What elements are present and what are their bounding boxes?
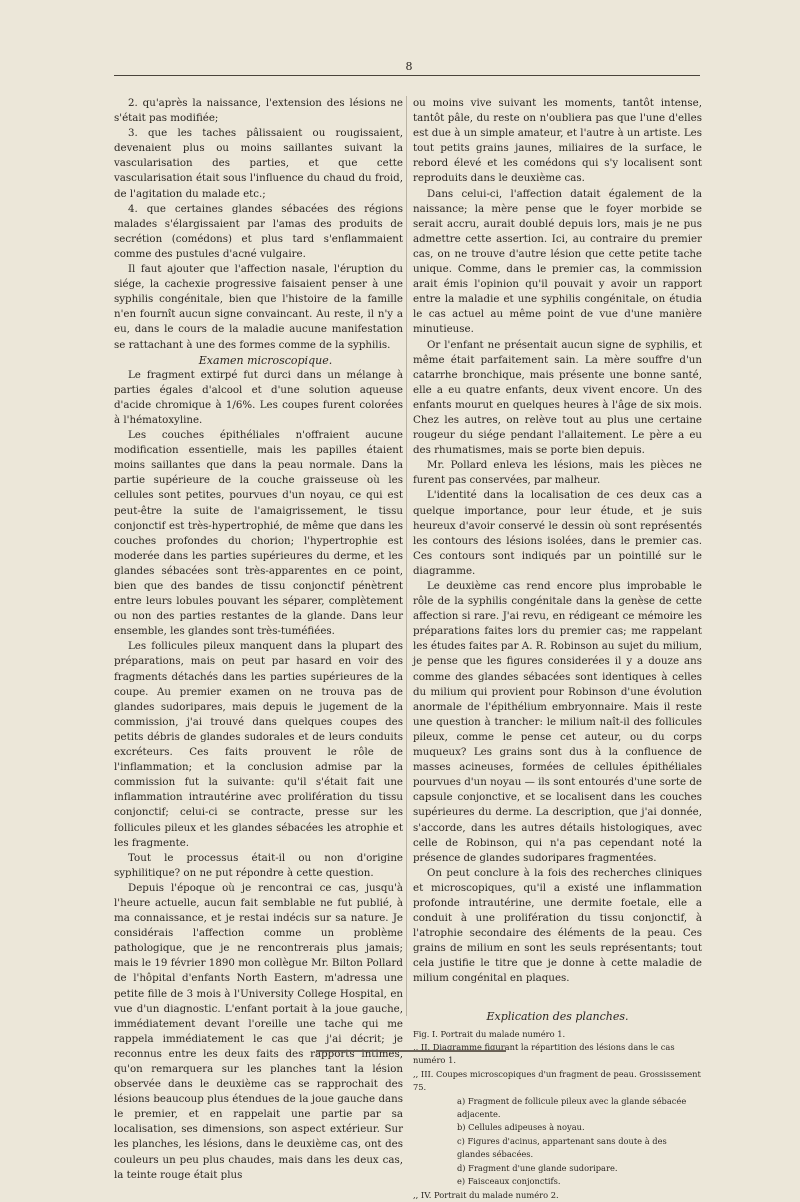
right-column xyxy=(413,96,702,1202)
plates-heading: Explication des planches. xyxy=(486,1009,629,1023)
paragraph: Le deuxième cas rend encore plus improbable le rôle de la syphilis congénitale dans la genèse de cette affection si rare. J'ai revu, en rédigeant ce mémoire les préparations faites lors du premier cas; me rappelant les études faites par A. R. Robinson au sujet du milium, je pense que les figures considerées il y a douze ans comme des glandes sébacées sont identiques à celles du milium qui provient pour Robinson d'une évolution anormale de l'épithélium embryonnaire. Mais il reste une question à trancher: le milium naît-il des follicules pileux, comme le pense cet auteur, ou du corps muqueux? Les grains sont dus à la confluence de masses acineuses, formées de cellules épithéliales pourvues d'un noyau — ils sont entourés d'une sorte de capsule conjonctive, et se localisent dans les couches supérieures du derme. La description, que j'ai donnée, s'accorde, dans les autres détails histologiques, avec celle de Robinson, qui n'a pas cependant noté la présence de glandes sudoripares fragmentées. xyxy=(413,580,702,864)
section-heading: Examen microscopique. xyxy=(198,353,333,367)
plate-caption: c) Figures d'acinus, appartenant sans doute à des glandes sébacées. xyxy=(457,1135,667,1160)
plate-caption: Fig. I. Portrait du malade numéro 1. xyxy=(413,1028,566,1039)
plate-caption: ,, II. Diagramme figurant la répartition des lésions dans le cas numéro 1. xyxy=(413,1042,675,1066)
paragraph: Les couches épithéliales n'offraient aucune modification essentielle, mais les papilles étaient moins saillantes que dans la peau normale. Dans la partie supérieure de la couche graisseuse où les cellules sont petites, pourvues d'un noyau, ce qui est peut-être la suite de l'amaigrissement, le tissu conjonctif est très-hypertrophié, de même que dans les couches profondes du chorion; l'hypertrophie est moderée dans les parties supérieures du derme, et les glandes sébacées sont très-apparentes en ce point, bien que des bandes de tissu conjonctif pénètrent entre leurs lobules pouvant les séparer, complètement ou non des parties restantes de la glande. Dans leur ensemble, les glandes sont très-tuméfiées. xyxy=(114,429,403,638)
paragraph: On peut conclure à la fois des recherches cliniques et microscopiques, qu'il a existé une inflammation profonde intrautérine, une dermite foetale, elle a conduit à une prolifération du tissu conjonctif, à l'atrophie secondaire des éléments de la peau. Ces grains de milium en sont les seuls représentants; tout cela justifie le titre que je donne à cette maladie de milium congénital en plaques. xyxy=(413,866,702,985)
bottom-rule xyxy=(316,1050,506,1052)
column-divider xyxy=(406,96,407,1016)
plate-caption: e) Faisceaux conjonctifs. xyxy=(457,1176,561,1187)
paragraph: 4. que certaines glandes sébacées des régions malades s'élargissaient par l'amas des produits de secrétion (comédons) et plus tard s'enflammaient comme des pustules d'acné vulgaire. xyxy=(114,202,403,260)
paragraph: Dans celui-ci, l'affection datait également de la naissance; la mère pense que le foyer morbide se serait accru, aurait doublé depuis lors, mais je ne pus admettre cette assertion. Ici, au contraire du premier cas, on ne trouve d'autre lésion que cette petite tache unique. Comme, dans le premier cas, la commission arait émis l'opinion qu'il pouvait y avoir un rapport entre la maladie et une syphilis congénitale, on étudia le cas actuel au même point de vue d'une manière minutieuse. xyxy=(413,187,702,336)
paragraph: Tout le processus était-il ou non d'origine syphilitique? on ne put répondre à cette question. xyxy=(114,851,403,879)
paragraph: ou moins vive suivant les moments, tantôt intense, tantôt pâle, du reste on n'oubliera pas que l'une d'elles est due à un simple amateur, et l'autre à un artiste. Les tout petits grains jaunes, miliaires de la surface, le rebord élevé et les comédons qui s'y localisent sont reproduits dans le deuxième cas. xyxy=(413,97,702,185)
plate-caption: ,, III. Coupes microscopiques d'un fragment de peau. Grossissement 75. xyxy=(413,1068,701,1093)
plates-list xyxy=(413,1028,702,1202)
page-number: 8 xyxy=(405,60,413,73)
paragraph: Depuis l'époque où je rencontrai ce cas, jusqu'à l'heure actuelle, aucun fait semblable ne fut publié, à ma connaissance, et je restai indécis sur sa nature. Je considérais l'affection comme un problème pathologique, que je ne rencontrerais plus jamais; mais le 19 février 1890 mon collègue Mr. Bilton Pollard de l'hôpital d'enfants North Eastern, m'adressa une petite fille de 3 mois à l'University College Hospital, en vue d'un diagnostic. L'enfant portait à la joue gauche, immédiatement devant l'oreille une tache qui me rappela immédiatement le cas que j'ai décrit; je reconnus entre les deux faits des rapports intimes, qu'on remarquera sur les planches tant la lésion observée dans le deuxième cas se rapprochait des lésions beaucoup plus étendues de la joue gauche dans le premier, et en rappelait une partie par sa localisation, ses dimensions, son aspect extérieur. Sur les planches, les lésions, dans le deuxième cas, ont des couleurs un peu plus chaudes, mais dans les deux cas, la teinte rouge était plus xyxy=(114,881,403,1181)
paragraph: Mr. Pollard enleva les lésions, mais les pièces ne furent pas conservées, par malheur. xyxy=(413,459,702,487)
plate-caption: d) Fragment d'une glande sudoripare. xyxy=(457,1162,618,1173)
plate-caption: a) Fragment de follicule pileux avec la glande sébacée adjacente. xyxy=(457,1095,687,1120)
paragraph: Le fragment extirpé fut durci dans un mélange à parties égales d'alcool et d'une solution aqueuse d'acide chromique à 1/6%. Les coupes furent colorées à l'hématoxyline. xyxy=(114,368,403,426)
paragraph: 2. qu'après la naissance, l'extension des lésions ne s'était pas modifiée; xyxy=(114,97,403,125)
paragraph: Les follicules pileux manquent dans la plupart des préparations, mais on peut par hasard en voir des fragments détachés dans les parties supérieures de la coupe. Au premier examen on ne trouva pas de glandes sudoripares, mais depuis le jugement de la commission, j'ai trouvé dans quelques coupes des petits débris de glandes sudorales et de leurs conduits excréteurs. Ces faits prouvent le rôle de l'inflammation; et la conclusion admise par la commission fut la suivante: qu'il s'était fait une inflammation intrautérine avec prolifération du tissu conjonctif; celui-ci se contracte, presse sur les follicules pileux et les glandes sébacées les atrophie et les fragmente. xyxy=(114,640,403,849)
plate-caption: b) Cellules adipeuses à noyau. xyxy=(457,1122,585,1133)
left-column xyxy=(114,96,403,1183)
plate-caption: ,, IV. Portrait du malade numéro 2. xyxy=(413,1189,559,1200)
paragraph: Il faut ajouter que l'affection nasale, l'éruption du siége, la cachexie progressive faisaient penser à une syphilis congénitale, bien que l'histoire de la famille n'en fournît aucun signe convaincant. Au reste, il n'y a eu, dans le cours de la maladie aucune manifestation se rattachant à une des formes comme de la syphilis. xyxy=(114,263,403,351)
paragraph: Or l'enfant ne présentait aucun signe de syphilis, et même était parfaitement sain. La mère souffre d'un catarrhe bronchique, mais présente une bonne santé, elle a eu quatre enfants, deux vivent encore. Un des enfants mourut en quelques heures à l'âge de six mois. Chez les autres, on relève tout au plus une certaine rougeur du siége pendant l'allaitement. Le père a eu des rhumatismes, mais se porte bien depuis. xyxy=(413,338,702,457)
paragraph: 3. que les taches pâlissaient ou rougissaient, devenaient plus ou moins saillantes suivant la vascularisation des parties, et que cette vascularisation était sous l'influence du chaud du froid, de l'agitation du malade etc.; xyxy=(114,127,403,200)
paragraph: L'identité dans la localisation de ces deux cas a quelque importance, pour leur étude, et je suis heureux d'avoir conservé le dessin où sont représentés les contours des lésions isolées, dans le premier cas. Ces contours sont indiqués par un pointillé sur le diagramme. xyxy=(413,489,702,577)
top-rule xyxy=(114,75,700,76)
